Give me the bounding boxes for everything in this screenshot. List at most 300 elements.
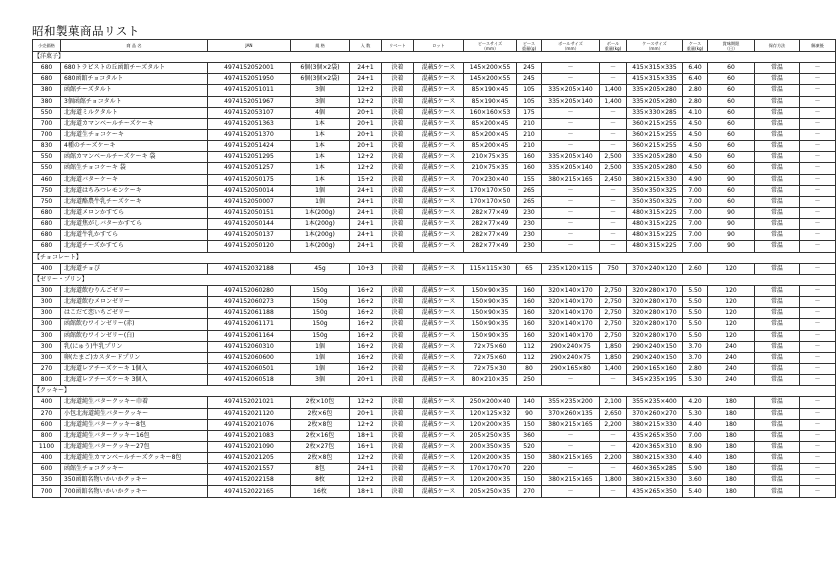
table-cell: 北海道はちみつレモンケーキ — [61, 185, 208, 196]
table-cell: 60 — [708, 96, 755, 107]
table-cell: 4974152051424 — [208, 141, 291, 152]
table-cell: 90 — [708, 174, 755, 185]
table-cell: 4974152021021 — [208, 397, 291, 408]
table-cell: 320×140×170 — [542, 319, 600, 330]
table-cell: 360×215×255 — [627, 141, 683, 152]
table-cell: 常温 — [755, 464, 800, 475]
column-header: ピースサイズ （mm） — [464, 40, 517, 52]
table-cell: 60 — [708, 63, 755, 74]
table-cell: 1本(200g) — [291, 207, 350, 218]
table-cell: 830 — [33, 141, 61, 152]
table-cell: － — [800, 163, 836, 174]
table-row — [33, 419, 836, 430]
table-cell: 決着 — [382, 185, 414, 196]
table-cell: － — [542, 63, 600, 74]
table-cell: － — [542, 185, 600, 196]
table-cell: 12+2 — [350, 419, 382, 430]
table-cell: 72×75×30 — [464, 363, 517, 374]
table-cell: 282×77×49 — [464, 207, 517, 218]
table-cell: 220 — [517, 464, 542, 475]
table-cell: 函館飲むワインゼリー(赤) — [61, 319, 208, 330]
category-label: 【チョコレート】 — [33, 252, 836, 263]
table-cell: 2枚×8包 — [291, 419, 350, 430]
table-row — [33, 163, 836, 174]
table-cell: 240 — [708, 363, 755, 374]
table-cell: 4974152021090 — [208, 441, 291, 452]
table-cell: 混載5ケース — [414, 486, 464, 497]
table-cell: 24+1 — [350, 464, 382, 475]
table-cell: － — [542, 430, 600, 441]
table-cell: － — [600, 486, 627, 497]
table-cell: － — [600, 219, 627, 230]
table-cell: 350×350×325 — [627, 185, 683, 196]
table-row — [33, 107, 836, 118]
table-cell: 80 — [517, 363, 542, 374]
table-row — [33, 375, 836, 386]
table-cell: － — [542, 196, 600, 207]
table-cell: 4974152060518 — [208, 375, 291, 386]
table-cell: 120×200×35 — [464, 453, 517, 464]
table-cell: 20+1 — [350, 141, 382, 152]
column-header: 入 数 — [350, 40, 382, 52]
table-cell: － — [542, 118, 600, 129]
table-cell: － — [542, 219, 600, 230]
table-cell: 16+2 — [350, 352, 382, 363]
table-cell: 60 — [708, 141, 755, 152]
table-cell: 3個 — [291, 85, 350, 96]
table-cell: 混載5ケース — [414, 63, 464, 74]
table-cell: 北海道純生バタークッキー8包 — [61, 419, 208, 430]
table-cell: 決着 — [382, 241, 414, 252]
table-cell: 360×215×255 — [627, 118, 683, 129]
table-cell: － — [542, 441, 600, 452]
table-cell: 常温 — [755, 308, 800, 319]
table-cell: 415×315×335 — [627, 74, 683, 85]
table-cell: 4.50 — [683, 163, 708, 174]
table-cell: 16枚 — [291, 486, 350, 497]
table-cell: 4個 — [291, 107, 350, 118]
table-cell: 290×165×160 — [627, 363, 683, 374]
table-cell: 常温 — [755, 219, 800, 230]
table-cell: 常温 — [755, 163, 800, 174]
table-cell: 4.90 — [683, 174, 708, 185]
table-cell: 決着 — [382, 408, 414, 419]
table-cell: 決着 — [382, 263, 414, 274]
table-cell: 320×140×170 — [542, 308, 600, 319]
table-cell: 函館生チョコクッキー — [61, 464, 208, 475]
table-cell: 1本 — [291, 129, 350, 140]
table-cell: 2,450 — [600, 174, 627, 185]
table-cell: 5.50 — [683, 308, 708, 319]
table-cell: － — [600, 129, 627, 140]
table-cell: 4974152051967 — [208, 96, 291, 107]
table-cell: 415×315×335 — [627, 63, 683, 74]
table-cell: 170×170×50 — [464, 185, 517, 196]
table-cell: 常温 — [755, 85, 800, 96]
table-cell: － — [600, 141, 627, 152]
table-cell: 750 — [33, 185, 61, 196]
table-cell: 80×210×35 — [464, 375, 517, 386]
table-cell: － — [800, 352, 836, 363]
table-cell: 混載5ケース — [414, 118, 464, 129]
column-header: 賞味期限 （日） — [708, 40, 755, 52]
table-cell: 決着 — [382, 319, 414, 330]
table-cell: 230 — [517, 219, 542, 230]
table-cell: 決着 — [382, 330, 414, 341]
table-cell: 160 — [517, 297, 542, 308]
table-cell: 1,850 — [600, 341, 627, 352]
table-cell: 1本 — [291, 118, 350, 129]
table-cell: 290×240×150 — [627, 352, 683, 363]
table-cell: 335×205×280 — [627, 163, 683, 174]
table-cell: 常温 — [755, 341, 800, 352]
table-cell: 4974152050120 — [208, 241, 291, 252]
table-cell: 180 — [708, 408, 755, 419]
table-cell: 決着 — [382, 129, 414, 140]
table-cell: 常温 — [755, 397, 800, 408]
table-cell: 145×200×55 — [464, 63, 517, 74]
table-cell: 混載5ケース — [414, 475, 464, 486]
table-cell: 決着 — [382, 207, 414, 218]
table-cell: 300 — [33, 341, 61, 352]
table-cell: 決着 — [382, 397, 414, 408]
category-row — [33, 52, 836, 63]
table-cell: 函館生チョコケーキ 袋 — [61, 163, 208, 174]
table-cell: 90 — [708, 241, 755, 252]
table-cell: 150 — [517, 475, 542, 486]
column-header: ボール 重量(kg) — [600, 40, 627, 52]
table-cell: 混載5ケース — [414, 363, 464, 374]
table-cell: 300 — [33, 297, 61, 308]
table-cell: 2.80 — [683, 85, 708, 96]
table-cell: 北海道メロンかすてら — [61, 207, 208, 218]
table-cell: 235×120×115 — [542, 263, 600, 274]
table-cell: 300 — [33, 330, 61, 341]
category-label: 【洋菓子】 — [33, 52, 836, 63]
table-cell: 2,500 — [600, 152, 627, 163]
table-cell: 20+1 — [350, 118, 382, 129]
table-cell: 決着 — [382, 230, 414, 241]
table-cell: 混載5ケース — [414, 141, 464, 152]
table-cell: 210 — [517, 129, 542, 140]
table-cell: 180 — [708, 486, 755, 497]
table-cell: 700 — [33, 118, 61, 129]
table-cell: 混載5ケース — [414, 464, 464, 475]
table-cell: 70×230×40 — [464, 174, 517, 185]
table-cell: 150×90×35 — [464, 285, 517, 296]
table-cell: 265 — [517, 196, 542, 207]
table-cell: 4974152053107 — [208, 107, 291, 118]
table-cell: 600 — [33, 464, 61, 475]
table-cell: 4974152022165 — [208, 486, 291, 497]
table-cell: － — [600, 230, 627, 241]
table-cell: 4974152050175 — [208, 174, 291, 185]
table-cell: 5.40 — [683, 486, 708, 497]
table-cell: 150 — [517, 419, 542, 430]
table-cell: 16+2 — [350, 330, 382, 341]
table-cell: 北海道純生バタークッキー27包 — [61, 441, 208, 452]
table-cell: － — [600, 464, 627, 475]
table-cell: 24+1 — [350, 207, 382, 218]
table-cell: 北海道純生バタークッキー16包 — [61, 430, 208, 441]
table-cell: 150×90×35 — [464, 330, 517, 341]
table-cell: 380×215×165 — [542, 475, 600, 486]
table-cell: 3個函館チョコタルト — [61, 96, 208, 107]
table-cell: 60 — [708, 185, 755, 196]
table-body — [33, 52, 836, 498]
table-cell: 2,100 — [600, 397, 627, 408]
table-cell: 4974152051295 — [208, 152, 291, 163]
table-cell: 170×170×70 — [464, 464, 517, 475]
table-cell: 4974152051370 — [208, 129, 291, 140]
table-cell: － — [800, 230, 836, 241]
table-cell: 決着 — [382, 341, 414, 352]
header-row — [33, 40, 836, 52]
table-cell: － — [542, 129, 600, 140]
table-cell: 常温 — [755, 475, 800, 486]
column-header: ケースサイズ （mm） — [627, 40, 683, 52]
table-cell: － — [800, 285, 836, 296]
table-cell: 4974152051363 — [208, 118, 291, 129]
table-cell: 20+1 — [350, 375, 382, 386]
table-cell: 270 — [33, 408, 61, 419]
table-cell: 4.50 — [683, 118, 708, 129]
table-cell: 4974152022158 — [208, 475, 291, 486]
page-title: 昭和製菓商品リスト — [32, 24, 140, 38]
table-cell: － — [800, 486, 836, 497]
table-cell: 常温 — [755, 297, 800, 308]
table-cell: 混載5ケース — [414, 297, 464, 308]
table-cell: 卵(たまご)カスタードプリン — [61, 352, 208, 363]
table-cell: 550 — [33, 152, 61, 163]
table-row — [33, 352, 836, 363]
table-cell: 180 — [708, 475, 755, 486]
table-cell: 4974152032188 — [208, 263, 291, 274]
table-cell: 16+2 — [350, 285, 382, 296]
table-cell: 4974152060501 — [208, 363, 291, 374]
table-cell: － — [800, 408, 836, 419]
table-cell: － — [600, 241, 627, 252]
table-row — [33, 330, 836, 341]
table-cell: 160 — [517, 163, 542, 174]
table-cell: 180 — [708, 453, 755, 464]
table-cell: 320×280×170 — [627, 308, 683, 319]
table-cell: 決着 — [382, 118, 414, 129]
table-cell: 150×90×35 — [464, 319, 517, 330]
table-cell: 460×365×285 — [627, 464, 683, 475]
table-cell: 20+1 — [350, 408, 382, 419]
table-cell: 435×265×350 — [627, 486, 683, 497]
table-cell: 常温 — [755, 486, 800, 497]
table-cell: 120 — [708, 330, 755, 341]
column-header: ケース 重量(kg) — [683, 40, 708, 52]
table-cell: 90 — [708, 207, 755, 218]
table-cell: 320×140×170 — [542, 297, 600, 308]
table-cell: 決着 — [382, 85, 414, 96]
table-cell: 常温 — [755, 74, 800, 85]
table-cell: 常温 — [755, 263, 800, 274]
table-cell: 180 — [708, 441, 755, 452]
table-cell: 混載5ケース — [414, 419, 464, 430]
table-cell: 105 — [517, 96, 542, 107]
table-cell: 4974152021120 — [208, 408, 291, 419]
table-cell: 北海道バターケーキ — [61, 174, 208, 185]
table-cell: 常温 — [755, 430, 800, 441]
table-cell: 常温 — [755, 107, 800, 118]
table-cell: 120 — [708, 308, 755, 319]
table-cell: 320×280×170 — [627, 285, 683, 296]
table-cell: 160 — [517, 330, 542, 341]
table-cell: 北海道焦がしバターかすてら — [61, 219, 208, 230]
table-cell: 150 — [517, 453, 542, 464]
table-cell: 60 — [708, 85, 755, 96]
table-cell: 370×260×270 — [627, 408, 683, 419]
table-cell: 160 — [517, 308, 542, 319]
table-cell: 7.00 — [683, 430, 708, 441]
table-cell: － — [600, 74, 627, 85]
table-cell: 北海道飲むメロンゼリー — [61, 297, 208, 308]
table-cell: 1,800 — [600, 475, 627, 486]
table-row — [33, 85, 836, 96]
table-row — [33, 475, 836, 486]
table-cell: 460 — [33, 174, 61, 185]
table-cell: 4974152021557 — [208, 464, 291, 475]
table-cell: 混載5ケース — [414, 408, 464, 419]
table-cell: 120 — [708, 297, 755, 308]
table-cell: 混載5ケース — [414, 230, 464, 241]
table-cell: 2,750 — [600, 297, 627, 308]
table-cell: 2枚×10包 — [291, 397, 350, 408]
column-header: ボールサイズ （mm） — [542, 40, 600, 52]
table-cell: － — [542, 375, 600, 386]
table-cell: 1,400 — [600, 363, 627, 374]
table-cell: 混載5ケース — [414, 375, 464, 386]
table-row — [33, 397, 836, 408]
table-cell: 680 — [33, 74, 61, 85]
table-cell: 混載5ケース — [414, 207, 464, 218]
table-cell: 320×280×170 — [627, 319, 683, 330]
table-cell: 6個(3個×2袋) — [291, 74, 350, 85]
table-cell: － — [800, 118, 836, 129]
table-cell: 290×240×75 — [542, 341, 600, 352]
table-cell: 20+1 — [350, 129, 382, 140]
table-cell: 2.80 — [683, 363, 708, 374]
table-row — [33, 207, 836, 218]
table-cell: 335×205×140 — [542, 96, 600, 107]
table-cell: 360×215×255 — [627, 129, 683, 140]
table-cell: － — [800, 152, 836, 163]
table-cell: － — [542, 486, 600, 497]
table-cell: 335×205×280 — [627, 85, 683, 96]
table-cell: － — [800, 430, 836, 441]
table-row — [33, 341, 836, 352]
table-cell: 2,650 — [600, 408, 627, 419]
table-cell: 混載5ケース — [414, 196, 464, 207]
table-cell: 60 — [708, 118, 755, 129]
table-cell: 680トラピストの丘函館チーズタルト — [61, 63, 208, 74]
table-cell: － — [800, 74, 836, 85]
table-cell: 混載5ケース — [414, 430, 464, 441]
table-cell: 320×140×170 — [542, 285, 600, 296]
table-cell: 380×215×330 — [627, 475, 683, 486]
table-cell: 282×77×49 — [464, 219, 517, 230]
table-cell: 北海道カマンベールチーズケーキ — [61, 118, 208, 129]
table-cell: 決着 — [382, 363, 414, 374]
table-row — [33, 241, 836, 252]
table-cell: 4974152060600 — [208, 352, 291, 363]
table-cell: － — [542, 241, 600, 252]
table-cell: 230 — [517, 207, 542, 218]
table-cell: 常温 — [755, 375, 800, 386]
table-cell: 決着 — [382, 430, 414, 441]
table-cell: 1本(200g) — [291, 230, 350, 241]
table-cell: 決着 — [382, 285, 414, 296]
table-cell: 4種のチーズケーキ — [61, 141, 208, 152]
table-cell: － — [600, 430, 627, 441]
table-cell: 480×315×225 — [627, 207, 683, 218]
table-cell: 決着 — [382, 441, 414, 452]
table-cell: 240 — [708, 352, 755, 363]
table-cell: 4974152050014 — [208, 185, 291, 196]
table-cell: 4974152050151 — [208, 207, 291, 218]
table-row — [33, 141, 836, 152]
table-cell: 160 — [517, 152, 542, 163]
table-cell: － — [542, 74, 600, 85]
table-cell: 常温 — [755, 141, 800, 152]
table-cell: 6.40 — [683, 63, 708, 74]
table-cell: 335×205×140 — [542, 163, 600, 174]
table-cell: 210 — [517, 141, 542, 152]
table-cell: 700函館名物いかいかクッキー — [61, 486, 208, 497]
table-cell: 15+2 — [350, 174, 382, 185]
table-cell: 240 — [708, 375, 755, 386]
table-cell: 45g — [291, 263, 350, 274]
table-cell: 1本 — [291, 163, 350, 174]
table-cell: 7.00 — [683, 241, 708, 252]
table-cell: 800 — [33, 375, 61, 386]
table-cell: 常温 — [755, 363, 800, 374]
table-cell: 16+2 — [350, 297, 382, 308]
table-cell: 常温 — [755, 118, 800, 129]
table-cell: 混載5ケース — [414, 152, 464, 163]
table-cell: 1個 — [291, 185, 350, 196]
table-cell: 7.00 — [683, 196, 708, 207]
table-cell: － — [600, 107, 627, 118]
table-cell: 常温 — [755, 408, 800, 419]
table-cell: 2枚×8包 — [291, 453, 350, 464]
table-cell: 1,400 — [600, 85, 627, 96]
table-cell: － — [800, 219, 836, 230]
table-cell: 常温 — [755, 174, 800, 185]
table-cell: 3個 — [291, 375, 350, 386]
column-header: 規 格 — [291, 40, 350, 52]
table-cell: 480×315×225 — [627, 230, 683, 241]
table-cell: 120×200×35 — [464, 419, 517, 430]
table-cell: 420×365×310 — [627, 441, 683, 452]
table-cell: 混載5ケース — [414, 285, 464, 296]
table-cell: 北海道ミルクタルト — [61, 107, 208, 118]
table-cell: 210×75×35 — [464, 163, 517, 174]
table-cell: 混載5ケース — [414, 330, 464, 341]
table-cell: 112 — [517, 352, 542, 363]
table-cell: 決着 — [382, 475, 414, 486]
table-cell: 290×240×75 — [542, 352, 600, 363]
table-row — [33, 441, 836, 452]
table-cell: 5.50 — [683, 330, 708, 341]
table-row — [33, 63, 836, 74]
table-cell: － — [542, 141, 600, 152]
table-cell: 16+1 — [350, 441, 382, 452]
